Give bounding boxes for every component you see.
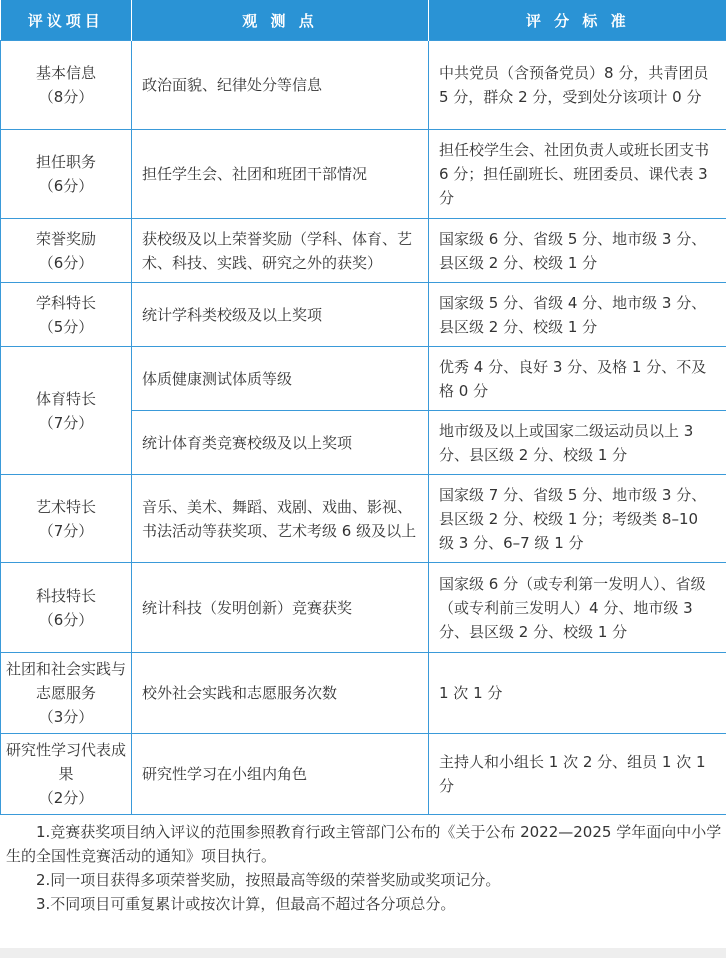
table-row (1, 41, 726, 130)
observation-cell: 校外社会实践和志愿服务次数 (132, 653, 429, 734)
item-cell: 担任职务 （6分） (1, 130, 132, 219)
standard-cell: 担任校学生会、社团负责人或班长团支书 6 分；担任副班长、班团委员、课代表 3 分 (429, 130, 726, 219)
item-cell: 体育特长 （7分） (1, 347, 132, 475)
observation-cell: 统计体育类竞赛校级及以上奖项 (132, 411, 429, 475)
observation-cell: 音乐、美术、舞蹈、戏剧、戏曲、影视、书法活动等获奖项、艺术考级 6 级及以上 (132, 475, 429, 563)
standard-cell: 1 次 1 分 (429, 653, 726, 734)
item-cell: 基本信息 （8分） (1, 41, 132, 130)
table-row (1, 283, 726, 347)
table-row (1, 347, 726, 411)
observation-cell: 体质健康测试体质等级 (132, 347, 429, 411)
observation-cell: 政治面貌、纪律处分等信息 (132, 41, 429, 130)
observation-cell: 统计科技（发明创新）竞赛获奖 (132, 563, 429, 653)
table-row (1, 130, 726, 219)
standard-cell: 国家级 5 分、省级 4 分、地市级 3 分、县区级 2 分、校级 1 分 (429, 283, 726, 347)
table-header-row (1, 0, 726, 41)
table-row (1, 219, 726, 283)
item-cell: 荣誉奖励 （6分） (1, 219, 132, 283)
notes-section (0, 820, 722, 916)
item-cell: 学科特长 （5分） (1, 283, 132, 347)
standard-cell: 主持人和小组长 1 次 2 分、组员 1 次 1 分 (429, 734, 726, 815)
observation-cell: 担任学生会、社团和班团干部情况 (132, 130, 429, 219)
note-item: 3.不同项目可重复累计或按次计算，但最高不超过各分项总分。 (36, 895, 456, 913)
header-item: 评议项目 (1, 0, 132, 41)
header-standard: 评 分 标 准 (429, 0, 726, 41)
observation-cell: 获校级及以上荣誉奖励（学科、体育、艺术、科技、实践、研究之外的获奖） (132, 219, 429, 283)
table-row (1, 653, 726, 734)
table-row (1, 563, 726, 653)
note-item: 1.竞赛获奖项目纳入评议的范围参照教育行政主管部门公布的《关于公布 2022—2025 学年面向中小学生的全国性竞赛活动的通知》项目执行。 (6, 823, 722, 865)
observation-cell: 研究性学习在小组内角色 (132, 734, 429, 815)
item-cell: 研究性学习代表成果 （2分） (1, 734, 132, 815)
header-observation: 观 测 点 (132, 0, 429, 41)
standard-cell: 优秀 4 分、良好 3 分、及格 1 分、不及格 0 分 (429, 347, 726, 411)
standard-cell: 国家级 6 分（或专利第一发明人）、省级（或专利前三发明人）4 分、地市级 3 分、县区级 2 分、校级 1 分 (429, 563, 726, 653)
observation-cell: 统计学科类校级及以上奖项 (132, 283, 429, 347)
table-row (1, 475, 726, 563)
standard-cell: 中共党员（含预备党员）8 分，共青团员 5 分，群众 2 分，受到处分该项计 0 分 (429, 41, 726, 130)
item-cell: 科技特长 （6分） (1, 563, 132, 653)
standard-cell: 国家级 7 分、省级 5 分、地市级 3 分、县区级 2 分、校级 1 分；考级类 8–10 级 3 分、6–7 级 1 分 (429, 475, 726, 563)
item-cell: 艺术特长 （7分） (1, 475, 132, 563)
bottom-divider (0, 948, 726, 958)
standard-cell: 地市级及以上或国家二级运动员以上 3 分、县区级 2 分、校级 1 分 (429, 411, 726, 475)
note-item: 2.同一项目获得多项荣誉奖励，按照最高等级的荣誉奖励或奖项记分。 (36, 871, 501, 889)
standard-cell: 国家级 6 分、省级 5 分、地市级 3 分、县区级 2 分、校级 1 分 (429, 219, 726, 283)
table-row (1, 734, 726, 815)
item-cell: 社团和社会实践与志愿服务 （3分） (1, 653, 132, 734)
